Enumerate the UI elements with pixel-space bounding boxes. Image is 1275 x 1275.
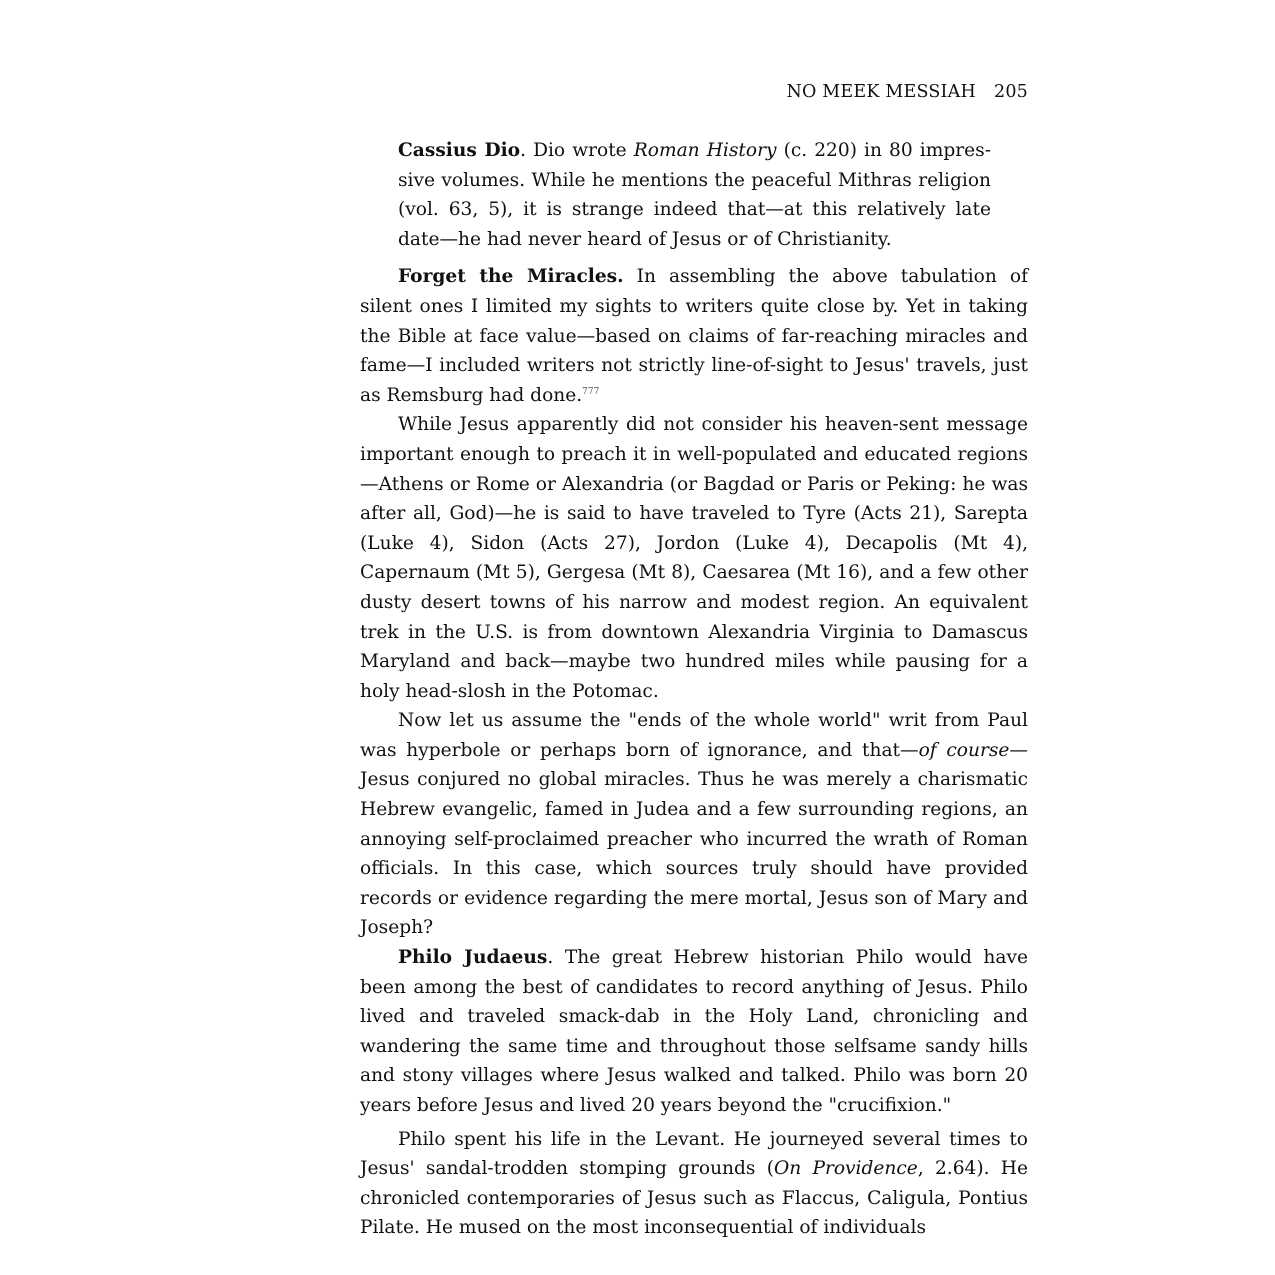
paragraph-5-work-title: On Providence	[773, 1158, 918, 1180]
paragraph-4-heading: Philo Judaeus	[398, 947, 548, 969]
body-text	[360, 136, 1028, 1243]
paragraph-travels	[360, 410, 1028, 706]
paragraph-assumption	[360, 706, 1028, 943]
paragraph-5-text-2: , 2.64). He chronicled contemporaries of Jesus such as Flaccus, Caligula, Pontius Pilate. He mused on the most inconsequential of individuals	[360, 1158, 1028, 1239]
paragraph-4-text: . The great Hebrew historian Philo would have been among the best of candidates to record anything of Jesus. Philo lived and traveled smack-dab in the Holy Land, chronicling and wandering the same time and throughout those selfsame sandy hills and stony villages where Jesus walked and talked. Philo was born 20 years before Jesus and lived 20 years beyond the "crucifixion."	[360, 947, 1028, 1116]
paragraph-philo-judaeus	[360, 943, 1028, 1121]
running-head	[360, 80, 1028, 104]
block-quote-heading: Cassius Dio	[398, 140, 521, 161]
paragraph-3-emphasis: of course	[918, 739, 1010, 761]
paragraph-5-text-1: Philo spent his life in the Levant. He journeyed several times to Jesus' sandal-trodden stomping grounds (	[360, 1128, 1028, 1180]
running-head-title: NO MEEK MESSIAH	[786, 82, 976, 102]
paragraph-3-text-2: —Jesus conjured no global miracles. Thus he was merely a charismatic Hebrew evangelic, famed in Judea and a few surrounding regions, an annoying self-proclaimed preacher who incurred the wrath of Roman officials. In this case, which sources truly should have provided records or evidence regarding the mere mortal, Jesus son of Mary and Joseph?	[360, 739, 1028, 939]
block-quote-text-2: (c. 220) in 80 impressive volumes. While he mentions the peaceful Mithras religion (vol. 63, 5), it is strange indeed that—at this relatively late date—he had never heard of Jesus or of Christianity.	[398, 140, 991, 250]
paragraph-philo-levant	[360, 1125, 1028, 1243]
section-text: In assembling the above tabulation of silent ones I limited my sights to writers quite close by. Yet in taking the Bible at face value—based on claims of far-reaching miracles and fame—I included writers not strictly line-of-sight to Jesus' travels, just as Remsburg had done.	[360, 266, 1028, 406]
section-heading: Forget the Miracles.	[398, 266, 624, 288]
paragraph-3-text-1: Now let us assume the "ends of the whole world" writ from Paul was hyperbole or perhaps born of ignorance, and that—	[360, 710, 1028, 761]
paragraph-forget-the-miracles	[360, 262, 1028, 410]
paragraph-2-text: While Jesus apparently did not consider his heaven-sent message important enough to preach it in well-populated and educated regions—Athens or Rome or Alexandria (or Bagdad or Paris or Peking: he was after all, God)—he is said to have traveled to Tyre (Acts 21), Sarepta (Luke 4), Sidon (Acts 27), Jordon (Luke 4), Decapolis (Mt 4), Capernaum (Mt 5), Gergesa (Mt 8), Caesarea (Mt 16), and a few other dusty desert towns of his narrow and modest region. An equivalent trek in the U.S. is from downtown Alexandria Virginia to Damascus Maryland and back—maybe two hundred miles while pausing for a holy head-slosh in the Potomac.	[360, 414, 1028, 702]
block-quote-cassius-dio	[398, 136, 991, 254]
block-quote-text-1: . Dio wrote	[520, 140, 634, 161]
page-number: 205	[993, 82, 1028, 102]
block-quote-work-title: Roman History	[633, 140, 777, 161]
footnote-marker: 777	[582, 386, 600, 397]
